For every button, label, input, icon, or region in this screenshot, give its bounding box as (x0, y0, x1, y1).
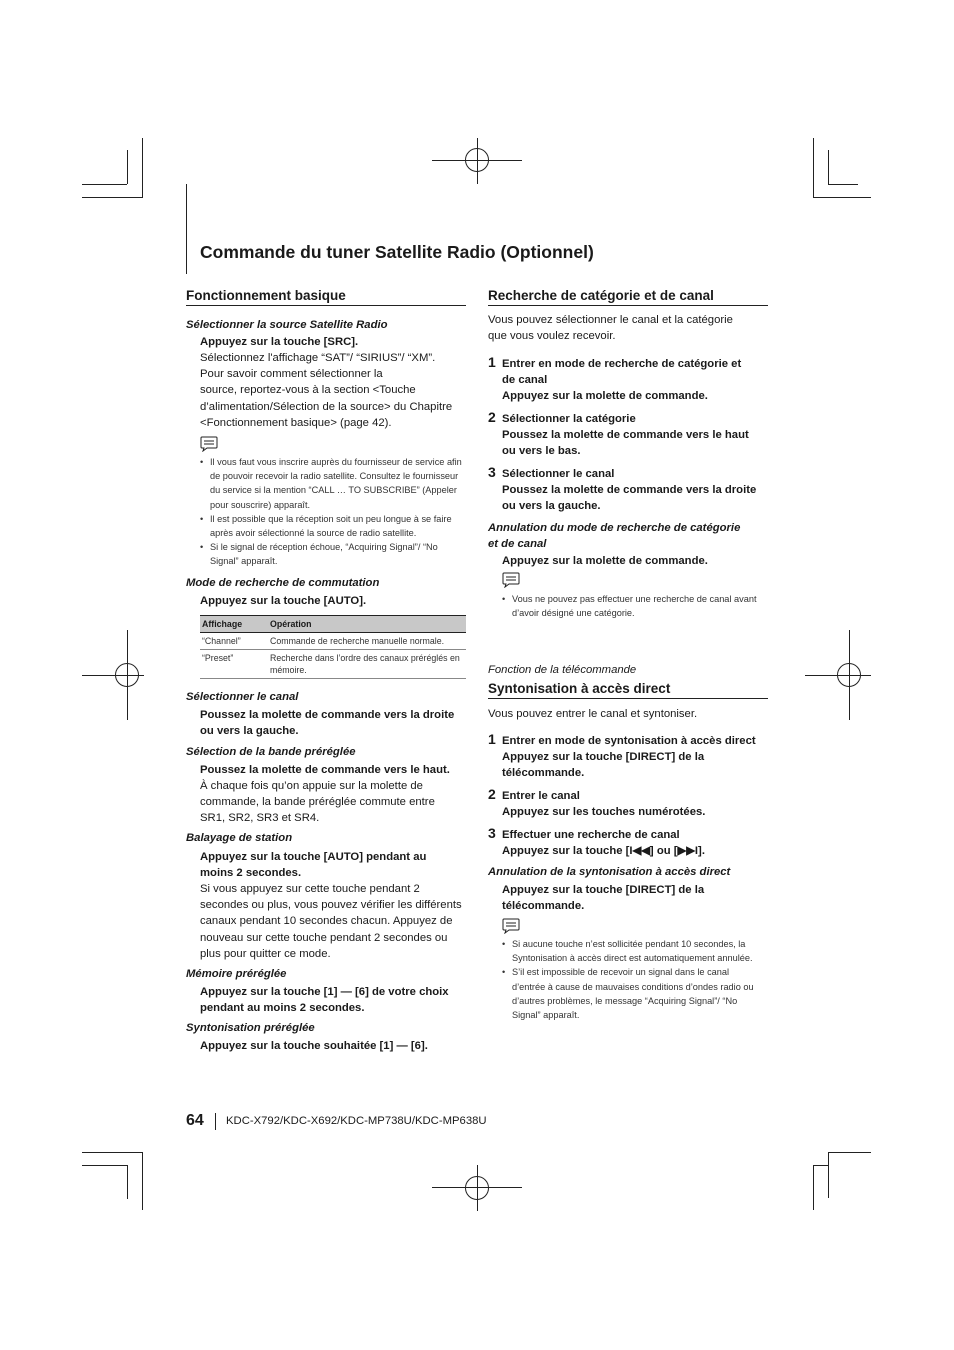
action-text: Appuyez sur la touche [SRC]. (200, 336, 359, 348)
note-icon (200, 436, 218, 452)
section-search (488, 288, 768, 306)
body-text: À chaque fois qu’on appuie sur la molette de commande, la bande préréglée commute entre SR1, SR2, SR3 et SR4. (200, 780, 435, 825)
action-text: Appuyez sur la touche [AUTO]. (200, 595, 367, 607)
notes-list (502, 937, 764, 1022)
body-text: Si vous appuyez sur cette touche pendant 2 secondes ou plus, vous pouvez vérifier les différents canaux pendant 10 secondes chacun. Appuyez de nouveau sur cette touche pendant 2 secondes ou plus pour quitter ce mode. (200, 883, 462, 960)
section-basic (186, 288, 466, 306)
sub-heading: Annulation de la syntonisation à accès direct (488, 866, 731, 878)
notes-list (502, 592, 760, 620)
action-text: Poussez la molette de commande vers la droite ou vers la gauche. (200, 709, 455, 738)
step-title: Sélectionner la catégorie Poussez la molette de commande vers le haut ou vers le bas. (502, 413, 749, 458)
step-title: Entrer en mode de recherche de catégorie et de canal Appuyez sur la molette de commande. (502, 358, 742, 403)
step-number: 2 (488, 409, 496, 425)
note-icon (502, 918, 520, 934)
sub-heading: Sélectionner le canal (186, 691, 299, 703)
step-title: Effectuer une recherche de canal Appuyez sur la touche [I◀◀] ou [▶▶I]. (502, 829, 705, 858)
table-header: Opération (268, 616, 466, 633)
step-title: Entrer en mode de syntonisation à accès direct Appuyez sur la touche [DIRECT] de la télécommande. (502, 735, 756, 780)
remote-label: Fonction de la télécommande (488, 664, 637, 676)
action-text: Appuyez sur la touche [AUTO] pendant au moins 2 secondes. (200, 851, 427, 880)
sub-heading: Sélectionner la source Satellite Radio (186, 319, 388, 331)
sub-heading: Mémoire préréglée (186, 968, 287, 980)
notes-list (200, 455, 468, 569)
action-text: Appuyez sur la touche [DIRECT] de la télécommande. (502, 884, 705, 913)
step-number: 3 (488, 464, 496, 480)
intro-text: Vous pouvez sélectionner le canal et la catégorie que vous voulez recevoir. (488, 314, 733, 343)
operation-table (200, 615, 466, 679)
step-title: Sélectionner le canal Poussez la molette de commande vers la droite ou vers la gauche. (502, 468, 757, 513)
action-text: Poussez la molette de commande vers le haut. (200, 764, 450, 776)
intro-text: Vous pouvez entrer le canal et syntoniser. (488, 708, 698, 720)
action-text: Appuyez sur la touche souhaitée [1] — [6]. (200, 1040, 428, 1052)
page-number: 64 (186, 1112, 204, 1129)
model-list: KDC-X792/KDC-X692/KDC-MP738U/KDC-MP638U (226, 1115, 487, 1127)
note-icon (502, 572, 520, 588)
section-heading: Recherche de catégorie et de canal (488, 288, 768, 306)
sub-heading: Annulation du mode de recherche de catégorie et de canal (488, 522, 741, 551)
step-title: Entrer le canal Appuyez sur les touches numérotées. (502, 790, 706, 819)
step-number: 3 (488, 825, 496, 841)
table-header: Affichage (200, 616, 268, 633)
body-text: Sélectionnez l'affichage “SAT”/ “SIRIUS”/ “XM”. Pour savoir comment sélectionner la source, reportez-vous à la section <Touche d’alimentation/Sélection de la source> du Chapitre <Fonctionnement basique> (page 42). (200, 352, 453, 429)
table-row: “Preset” Recherche dans l’ordre des canaux préréglés en mémoire. (200, 650, 466, 679)
sub-heading: Mode de recherche de commutation (186, 577, 380, 589)
note-item: • S’il est impossible de recevoir un signal dans le canal d’entrée à cause de mauvaises conditions d’ondes radio ou d’autres problèmes, le message “Acquiring Signal”/ “No Signal” apparaît. (502, 965, 764, 1022)
table-row: “Channel” Commande de recherche manuelle normale. (200, 633, 466, 650)
action-text: Appuyez sur la molette de commande. (502, 555, 708, 567)
note-item: • Il vous faut vous inscrire auprès du fournisseur de service afin de pouvoir recevoir la radio satellite. Consultez le fournisseur du service si la mention “CALL … TO SUBSCRIBE” (Appeler pour souscrire) apparaît. (200, 455, 468, 512)
note-item: • Si le signal de réception échoue, “Acquiring Signal”/ “No Signal” apparaît. (200, 540, 468, 568)
sub-heading: Sélection de la bande préréglée (186, 746, 356, 758)
note-item: • Vous ne pouvez pas effectuer une recherche de canal avant d’avoir désigné une catégorie. (502, 592, 760, 620)
step-number: 2 (488, 786, 496, 802)
section-heading: Fonctionnement basique (186, 288, 466, 306)
step-number: 1 (488, 731, 496, 747)
sub-heading: Balayage de station (186, 832, 293, 844)
note-item: • Il est possible que la réception soit un peu longue à se faire après avoir sélectionné la source de radio satellite. (200, 512, 468, 540)
section-heading: Syntonisation à accès direct (488, 681, 768, 699)
note-item: • Si aucune touche n’est sollicitée pendant 10 secondes, la Syntonisation à accès direct est automatiquement annulée. (502, 937, 764, 965)
page-title: Commande du tuner Satellite Radio (Optionnel) (200, 242, 594, 262)
action-text: Appuyez sur la touche [1] — [6] de votre choix pendant au moins 2 secondes. (200, 986, 449, 1015)
section-direct (488, 681, 768, 699)
step-number: 1 (488, 354, 496, 370)
sub-heading: Syntonisation préréglée (186, 1022, 315, 1034)
